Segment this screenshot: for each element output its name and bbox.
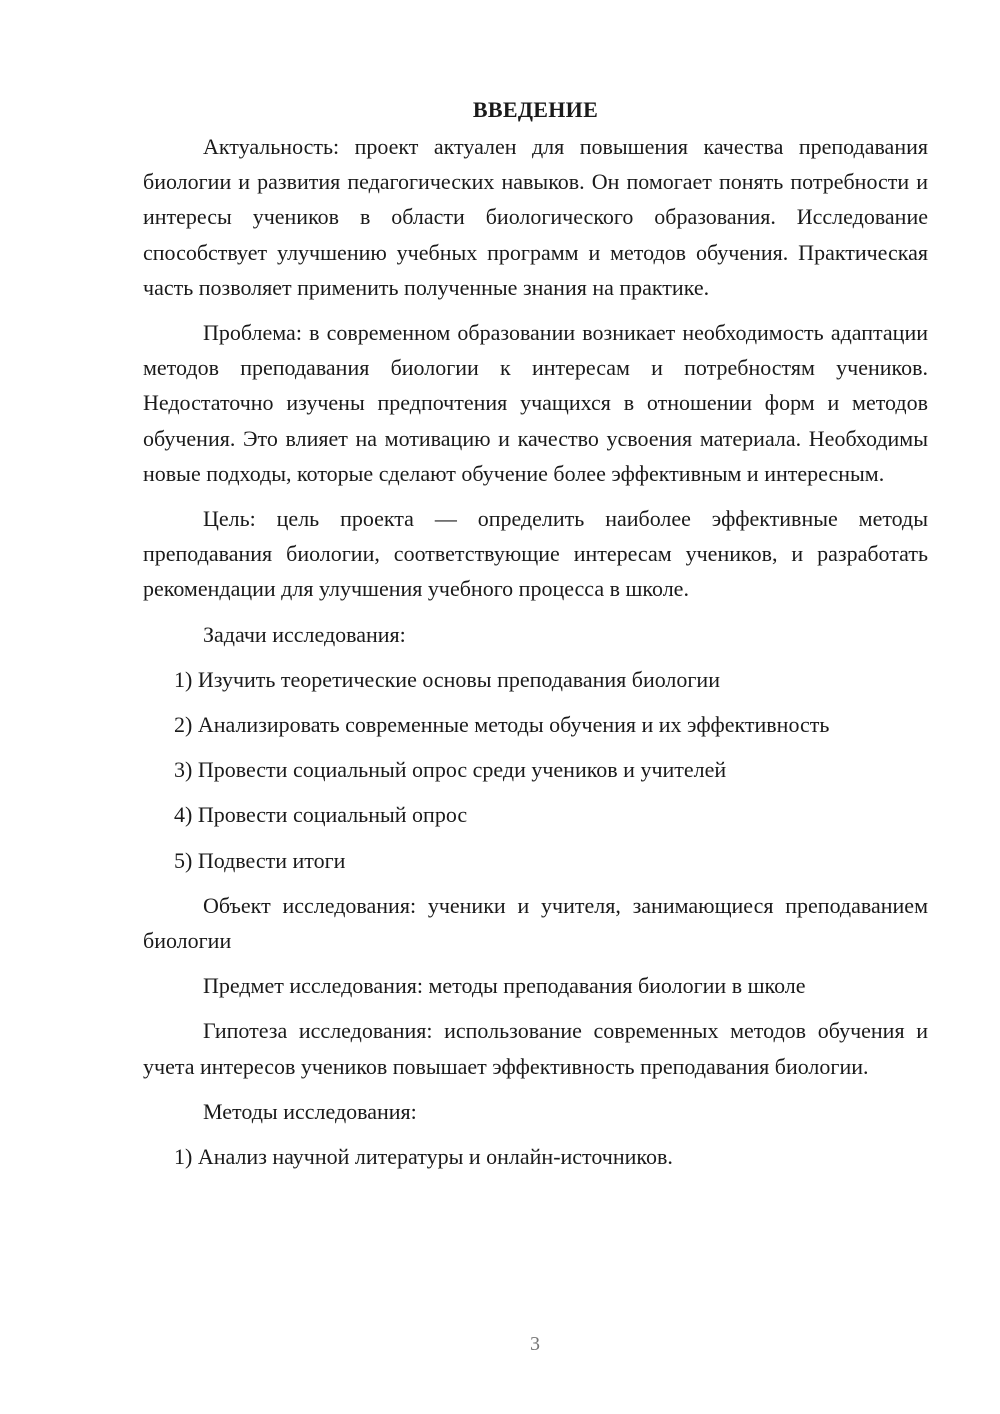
list-item: 2) Анализировать современные методы обучения и их эффективность <box>174 712 830 738</box>
section-heading: ВВЕДЕНИЕ <box>472 97 599 122</box>
problem-paragraph: Проблема: в современном образовании возникает необходимость адаптации методов преподавания биологии к интересам и потребностям учеников. Недостаточно изучены предпочтения учащихся в отношении форм и методов обучения. Это влияет на мотивацию и качество усвоения материала. Необходимы новые подходы, которые сделают обучение более эффективным и интересным. <box>143 320 928 486</box>
object-paragraph: Объект исследования: ученики и учителя, занимающиеся преподаванием биологии <box>143 892 928 954</box>
tasks-title: Задачи исследования: <box>203 621 406 647</box>
tasks-list <box>143 662 928 878</box>
relevance-paragraph: Актуальность: проект актуален для повышения качества преподавания биологии и развития педагогических навыков. Он помогает понять потребности и интересы учеников в области биологического образования. Исследование способствует улучшению учебных программ и методов обучения. Практическая часть позволяет применить полученные знания на практике. <box>143 134 928 300</box>
methods-list <box>143 1139 928 1174</box>
subject-paragraph: Предмет исследования: методы преподавания биологии в школе <box>203 973 806 999</box>
methods-title: Методы исследования: <box>203 1098 417 1124</box>
page-number: 3 <box>530 1333 540 1355</box>
list-item: 4) Провести социальный опрос <box>174 802 468 828</box>
goal-paragraph: Цель: цель проекта — определить наиболее эффективные методы преподавания биологии, соответствующие интересам учеников, и разработать рекомендации для улучшения учебного процесса в школе. <box>143 506 928 602</box>
page-content <box>143 92 928 1174</box>
list-item: 5) Подвести итоги <box>174 847 346 873</box>
list-item: 1) Изучить теоретические основы преподавания биологии <box>174 666 720 692</box>
list-item: 1) Анализ научной литературы и онлайн-источников. <box>174 1144 673 1170</box>
list-item: 3) Провести социальный опрос среди учеников и учителей <box>174 757 727 783</box>
hypothesis-paragraph: Гипотеза исследования: использование современных методов обучения и учета интересов учеников повышает эффективность преподавания биологии. <box>143 1018 928 1079</box>
